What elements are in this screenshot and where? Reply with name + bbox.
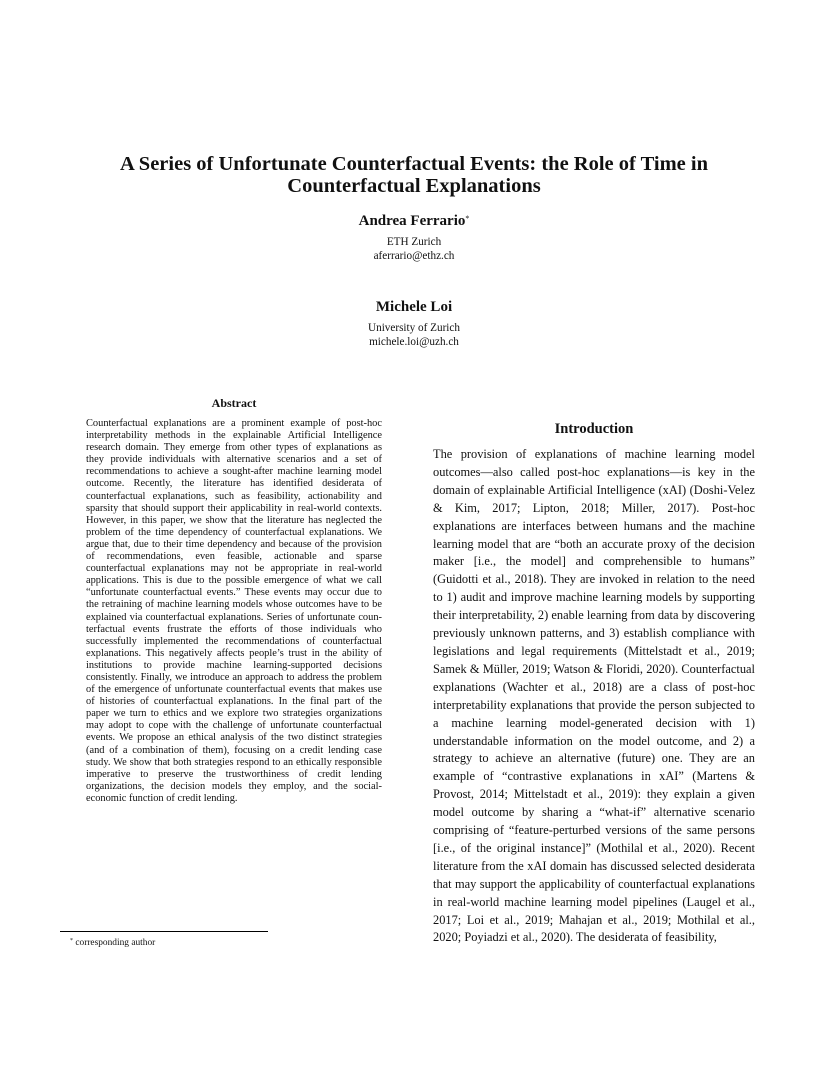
author-name-text: Michele Loi: [375, 299, 453, 315]
author-affiliation: ETH Zurich: [386, 236, 442, 248]
author-name: [0, 212, 828, 230]
author-footnote-marker: *: [465, 214, 470, 223]
author-name-text: Andrea Ferrario: [358, 213, 466, 229]
author-email: michele.loi@uzh.ch: [369, 336, 459, 348]
footnote-marker: *: [70, 938, 73, 944]
paper-title: A Series of Unfortunate Counterfactual Events: the Role of Time in Counterfactual Explanations: [120, 153, 708, 197]
author-name: [0, 298, 828, 316]
abstract-heading: Abstract: [211, 396, 257, 410]
author-block-2: [0, 298, 828, 349]
author-email: aferrario@ethz.ch: [373, 250, 455, 262]
introduction-text: The provision of explanations of machine learning model outcomes—also called post-hoc explanations—is key in the domain of explainable Artificial Intelligence (xAI) (Doshi-Velez & Kim, 2017; Lipton, 2018; Miller, 2017). Post-hoc explanations are interfaces between humans and the machine learning model that are “both an accurate proxy of the decision maker [i.e., the model] and comprehensible to humans” (Guidotti et al., 2018). They are invoked in relation to the need to 1) audit and improve machine learning models by supporting their interpretability, 2) enable learning from data by discovering previously unknown patterns, and 3) establish compliance with legislations and legal requirements (Mittelstadt et al., 2019; Samek & Müller, 2019; Watson & Floridi, 2020). Counterfactual explanations (Wachter et al., 2018) are a class of post-hoc interpretability explanations that provide the person subjected to a machine learning model-generated decision with 1) understandable information on the model outcome, and 2) a strategy to achieve an alternative (future) one. They are an example of “contrastive explanations in xAI” (Martens & Provost, 2014; Mittelstadt et al., 2019): they explain a given model outcome by sharing a “what-if” alternative scenario comprising of “feature-perturbed versions of the same persons [i.e., of the original instance]” (Mothilal et al., 2020). Recent literature from the xAI domain has discussed selected desiderata that may support the applicability of counterfactual explanations in real-world machine learning model pipelines (Laugel et al., 2017; Loi et al., 2019; Mahajan et al., 2019; Mothilal et al., 2020; Poyiadzi et al., 2020). The desiderata of feasibility,: [433, 447, 755, 945]
author-block-1: [0, 212, 828, 263]
footnote: [70, 938, 155, 949]
footnote-divider: [60, 931, 268, 932]
abstract-text: Counterfactual explanations are a prominent example of post-hoc interpretability methods in the explainable Artificial Intelligence research domain. They emerge from other types of explanations as they provide individuals with alternative scenarios and a set of recommendations to achieve a sought-after machine learning model outcome. Recently, the literature has identified desiderata of counterfactual explanations, such as feasibility, actionability and sparsity that should support their applicability in real-world contexts. However, in this paper, we show that the literature has neglected the problem of the time dependency of counterfactual explanations. We argue that, due to their time dependency and because of the provision of recommendations, even feasible, actionable and sparse counterfactual explanations may not be appropriate in real-world applications. This is due to the possible emergence of what we call “unfortunate counterfactual events.” These events may occur due to the retraining of machine learning models whose outcomes have to be explained via counterfactual explanations. Series of unfortunate counterfactual events frustrate the efforts of those individuals who successfully implemented the recommendations of counterfactual explanations. This negatively affects people’s trust in the ability of institutions to provide machine learning-supported decisions consistently. Finally, we introduce an approach to address the problem of the emergence of unfortunate counterfactual events that makes use of histories of counterfactual explanations. In the final part of the paper we turn to ethics and we explore two strategies organizations may adopt to cope with the challenge of unfortunate counterfactual events. We propose an ethical analysis of the two distinct strategies (and of a combination of them), focusing on a credit lending case study. We show that both strategies respond to an ethically responsible imperative to preserve the trustworthiness of credit lending organizations, the decision models they employ, and the social-economic function of credit lending.: [86, 418, 382, 804]
footnote-text: corresponding author: [75, 938, 156, 948]
author-affiliation: University of Zurich: [368, 322, 460, 334]
introduction-heading: Introduction: [554, 421, 634, 437]
